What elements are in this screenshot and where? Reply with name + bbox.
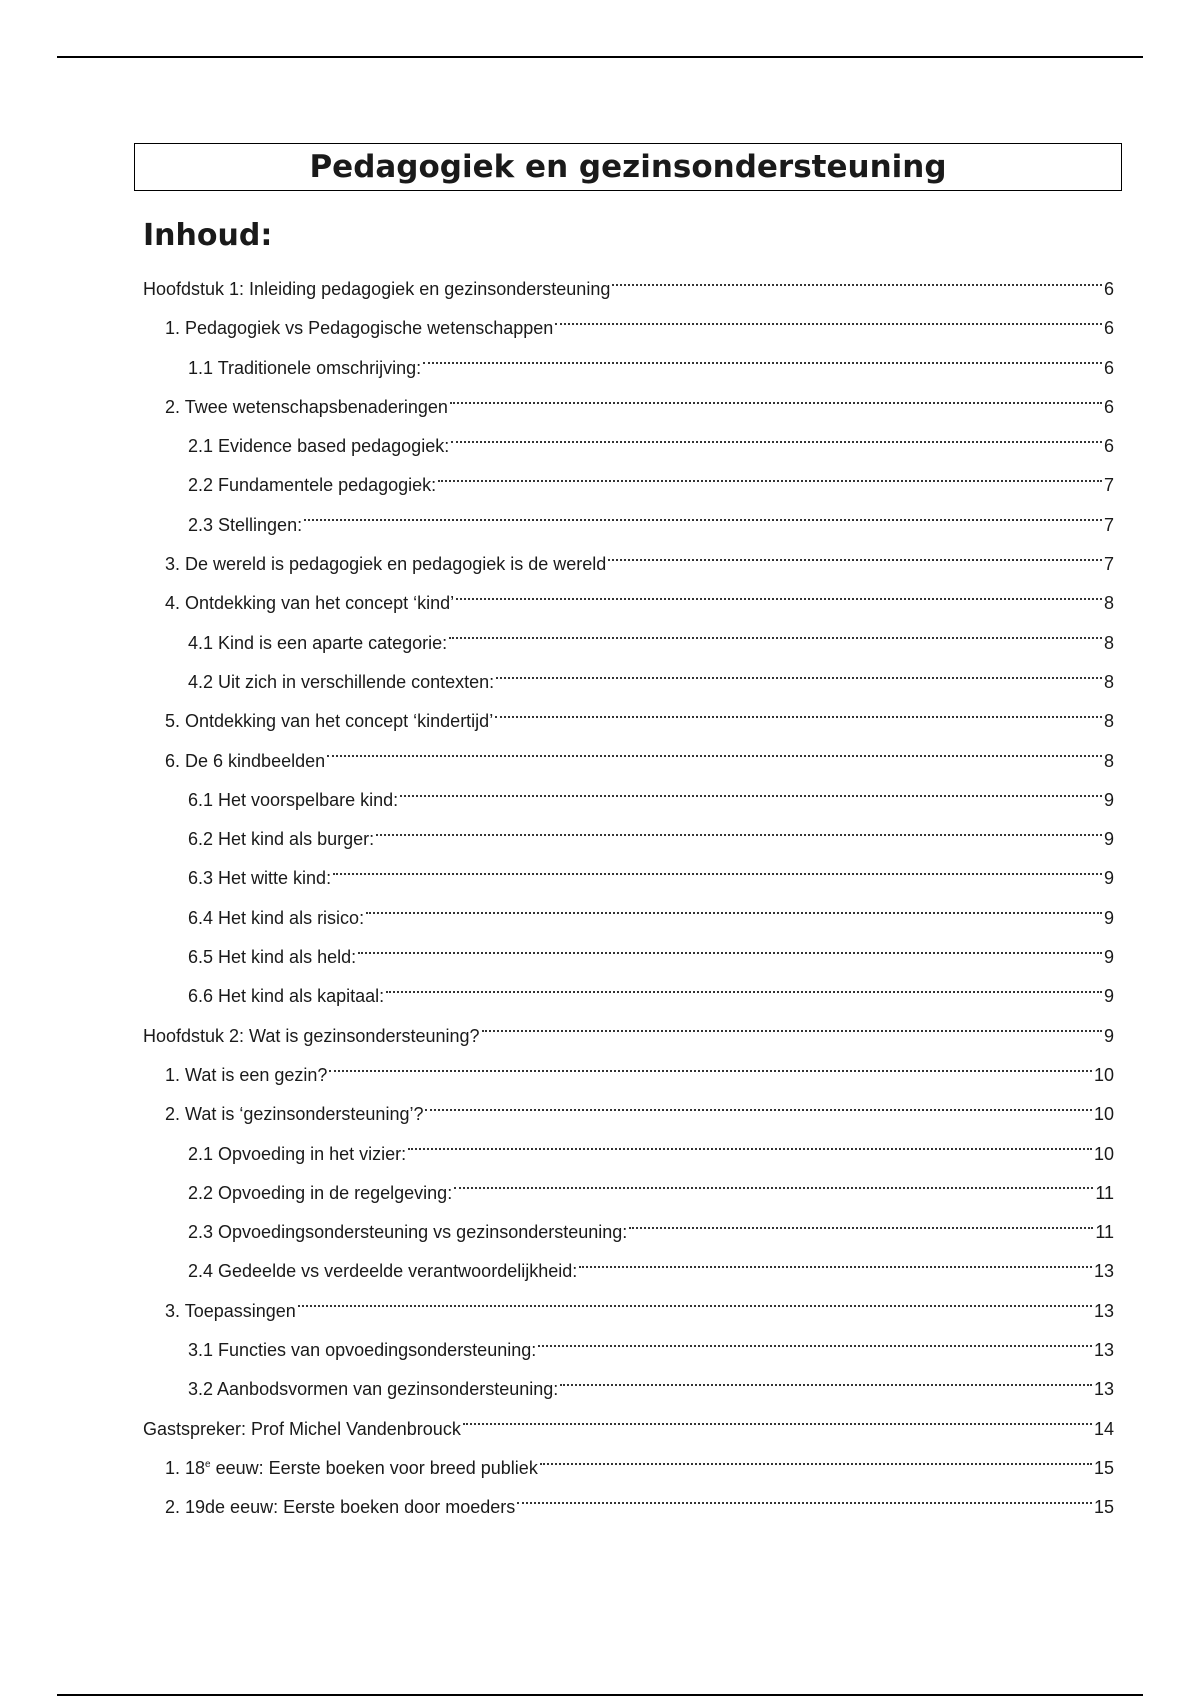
dot-leader <box>327 755 1102 757</box>
toc-page-number: 6 <box>1103 318 1114 339</box>
toc-entry-label: 6.1 Het voorspelbare kind: <box>188 789 399 810</box>
toc-page-number: 9 <box>1103 986 1114 1007</box>
toc-entry-label: 2.1 Opvoeding in het vizier: <box>188 1143 407 1164</box>
toc-entry[interactable] <box>143 584 1114 623</box>
toc-entry-label: 2.4 Gedeelde vs verdeelde verantwoordelijkheid: <box>188 1261 578 1282</box>
toc-entry[interactable] <box>143 309 1114 348</box>
toc-entry[interactable] <box>143 1017 1114 1056</box>
toc-page-number: 10 <box>1093 1104 1114 1125</box>
document-title: Pedagogiek en gezinsondersteuning <box>309 149 947 185</box>
toc-page-number: 10 <box>1093 1064 1114 1085</box>
header-rule <box>57 56 1143 58</box>
toc-entry[interactable] <box>143 1410 1114 1449</box>
toc-page-number: 13 <box>1093 1261 1114 1282</box>
toc-entry-label: 3.2 Aanbodsvormen van gezinsondersteuning: <box>188 1379 559 1400</box>
toc-entry-label: 1. 18e eeuw: Eerste boeken voor breed publiek <box>165 1457 538 1478</box>
toc-entry-label: 4. Ontdekking van het concept ‘kind’ <box>165 593 455 614</box>
toc-entry[interactable] <box>143 781 1114 820</box>
dot-leader <box>629 1227 1093 1229</box>
toc-page-number: 14 <box>1093 1418 1114 1439</box>
toc-entry[interactable] <box>143 388 1114 427</box>
toc-page-number: 7 <box>1103 554 1114 575</box>
toc-page-number: 6 <box>1103 357 1114 378</box>
dot-leader <box>366 912 1102 914</box>
toc-entry[interactable] <box>143 1095 1114 1134</box>
dot-leader <box>400 795 1102 797</box>
toc-entry-label: 1. Wat is een gezin? <box>165 1064 328 1085</box>
dot-leader <box>450 402 1102 404</box>
toc-entry-label: 1.1 Traditionele omschrijving: <box>188 357 422 378</box>
dot-leader <box>560 1384 1092 1386</box>
toc-entry-label: 2. 19de eeuw: Eerste boeken door moeders <box>165 1497 516 1518</box>
toc-entry-label: 3.1 Functies van opvoedingsondersteuning: <box>188 1340 537 1361</box>
dot-leader <box>449 637 1102 639</box>
dot-leader <box>329 1070 1092 1072</box>
toc-entry[interactable] <box>143 506 1114 545</box>
toc-entry[interactable] <box>143 1331 1114 1370</box>
dot-leader <box>425 1109 1091 1111</box>
toc-page-number: 13 <box>1093 1340 1114 1361</box>
toc-entry[interactable] <box>143 1292 1114 1331</box>
toc-entry-label: 6. De 6 kindbeelden <box>165 750 326 771</box>
toc-page-number: 9 <box>1103 1025 1114 1046</box>
toc-entry[interactable] <box>143 466 1114 505</box>
dot-leader <box>408 1148 1092 1150</box>
dot-leader <box>304 519 1102 521</box>
toc-entry-label: Hoofdstuk 1: Inleiding pedagogiek en gezinsondersteuning <box>143 279 611 299</box>
toc-page-number: 9 <box>1103 947 1114 968</box>
toc-entry[interactable] <box>143 1252 1114 1291</box>
toc-entry[interactable] <box>143 427 1114 466</box>
dot-leader <box>517 1502 1092 1504</box>
toc-entry-label: 3. De wereld is pedagogiek en pedagogiek is de wereld <box>165 554 607 575</box>
toc-entry-label: 6.6 Het kind als kapitaal: <box>188 986 385 1007</box>
toc-page-number: 13 <box>1093 1379 1114 1400</box>
superscript: e <box>205 1458 211 1470</box>
toc-entry[interactable] <box>143 1174 1114 1213</box>
toc-page-number: 9 <box>1103 829 1114 850</box>
toc-entry-label: 2. Twee wetenschapsbenaderingen <box>165 396 448 417</box>
dot-leader <box>496 677 1102 679</box>
toc-entry[interactable] <box>143 545 1114 584</box>
toc-entry[interactable] <box>143 899 1114 938</box>
toc-page-number: 8 <box>1103 711 1114 732</box>
toc-page-number: 10 <box>1093 1143 1114 1164</box>
dot-leader <box>608 559 1102 561</box>
dot-leader <box>386 991 1102 993</box>
toc-entry-label: 2. Wat is ‘gezinsondersteuning’? <box>165 1104 424 1125</box>
dot-leader <box>376 834 1102 836</box>
dot-leader <box>495 716 1102 718</box>
dot-leader <box>612 284 1102 286</box>
toc-page-number: 7 <box>1103 514 1114 535</box>
toc-entry-label: Gastspreker: Prof Michel Vandenbrouck <box>143 1418 461 1439</box>
table-of-contents <box>143 270 1114 1528</box>
toc-entry[interactable] <box>143 349 1114 388</box>
toc-page-number: 8 <box>1103 593 1114 614</box>
toc-entry[interactable] <box>143 1213 1114 1252</box>
toc-entry[interactable] <box>143 1135 1114 1174</box>
toc-heading: Inhoud: <box>143 218 273 253</box>
footer-rule <box>57 1694 1143 1696</box>
dot-leader <box>438 480 1102 482</box>
toc-entry-label: 2.1 Evidence based pedagogiek: <box>188 436 450 457</box>
toc-page-number: 11 <box>1095 1222 1114 1243</box>
dot-leader <box>456 598 1102 600</box>
dot-leader <box>540 1463 1092 1465</box>
toc-page-number: 11 <box>1095 1182 1114 1203</box>
toc-page-number: 9 <box>1103 868 1114 889</box>
toc-page-number: 15 <box>1093 1497 1114 1518</box>
toc-entry[interactable] <box>143 270 1114 309</box>
toc-entry-label: 6.2 Het kind als burger: <box>188 829 375 850</box>
toc-entry-label: 6.5 Het kind als held: <box>188 947 357 968</box>
toc-entry-label: 3. Toepassingen <box>165 1300 296 1321</box>
toc-page-number: 8 <box>1103 671 1114 692</box>
toc-entry[interactable] <box>143 663 1114 702</box>
dot-leader <box>358 952 1102 954</box>
toc-entry-label: 2.3 Opvoedingsondersteuning vs gezinsondersteuning: <box>188 1222 628 1243</box>
dot-leader <box>463 1423 1092 1425</box>
toc-entry-label: 4.2 Uit zich in verschillende contexten: <box>188 671 495 692</box>
dot-leader <box>482 1030 1102 1032</box>
toc-entry-label: 4.1 Kind is een aparte categorie: <box>188 632 448 653</box>
toc-entry-label: 2.3 Stellingen: <box>188 514 303 535</box>
toc-page-number: 7 <box>1103 475 1114 496</box>
toc-entry[interactable] <box>143 742 1114 781</box>
toc-entry[interactable] <box>143 1488 1114 1527</box>
toc-entry-label: 1. Pedagogiek vs Pedagogische wetenschappen <box>165 318 554 339</box>
toc-page-number: 13 <box>1093 1300 1114 1321</box>
toc-page-number: 9 <box>1103 789 1114 810</box>
toc-entry[interactable] <box>143 977 1114 1016</box>
toc-entry-label: 2.2 Opvoeding in de regelgeving: <box>188 1182 453 1203</box>
dot-leader <box>454 1187 1093 1189</box>
dot-leader <box>451 441 1102 443</box>
title-box <box>134 143 1122 191</box>
toc-entry[interactable] <box>143 624 1114 663</box>
toc-entry[interactable] <box>143 938 1114 977</box>
toc-page-number: 15 <box>1093 1457 1114 1478</box>
toc-entry[interactable] <box>143 1370 1114 1409</box>
toc-entry[interactable] <box>143 1056 1114 1095</box>
toc-entry[interactable] <box>143 820 1114 859</box>
toc-entry[interactable] <box>143 1449 1114 1488</box>
toc-page-number: 6 <box>1103 436 1114 457</box>
toc-page-number: 8 <box>1103 632 1114 653</box>
dot-leader <box>555 323 1102 325</box>
toc-page-number: 6 <box>1103 396 1114 417</box>
toc-page-number: 9 <box>1103 907 1114 928</box>
toc-entry[interactable] <box>143 859 1114 898</box>
dot-leader <box>333 873 1102 875</box>
toc-page-number: 8 <box>1103 750 1114 771</box>
dot-leader <box>298 1305 1092 1307</box>
dot-leader <box>538 1345 1092 1347</box>
toc-entry-label: 2.2 Fundamentele pedagogiek: <box>188 475 437 496</box>
toc-entry-label: 5. Ontdekking van het concept ‘kindertijd’ <box>165 711 494 732</box>
toc-entry-label: 6.4 Het kind als risico: <box>188 907 365 928</box>
toc-entry-label: 6.3 Het witte kind: <box>188 868 332 889</box>
dot-leader <box>579 1266 1092 1268</box>
toc-entry-label: Hoofdstuk 2: Wat is gezinsondersteuning? <box>143 1025 480 1046</box>
toc-page-number: 6 <box>1103 279 1114 299</box>
dot-leader <box>423 362 1102 364</box>
toc-entry[interactable] <box>143 702 1114 741</box>
